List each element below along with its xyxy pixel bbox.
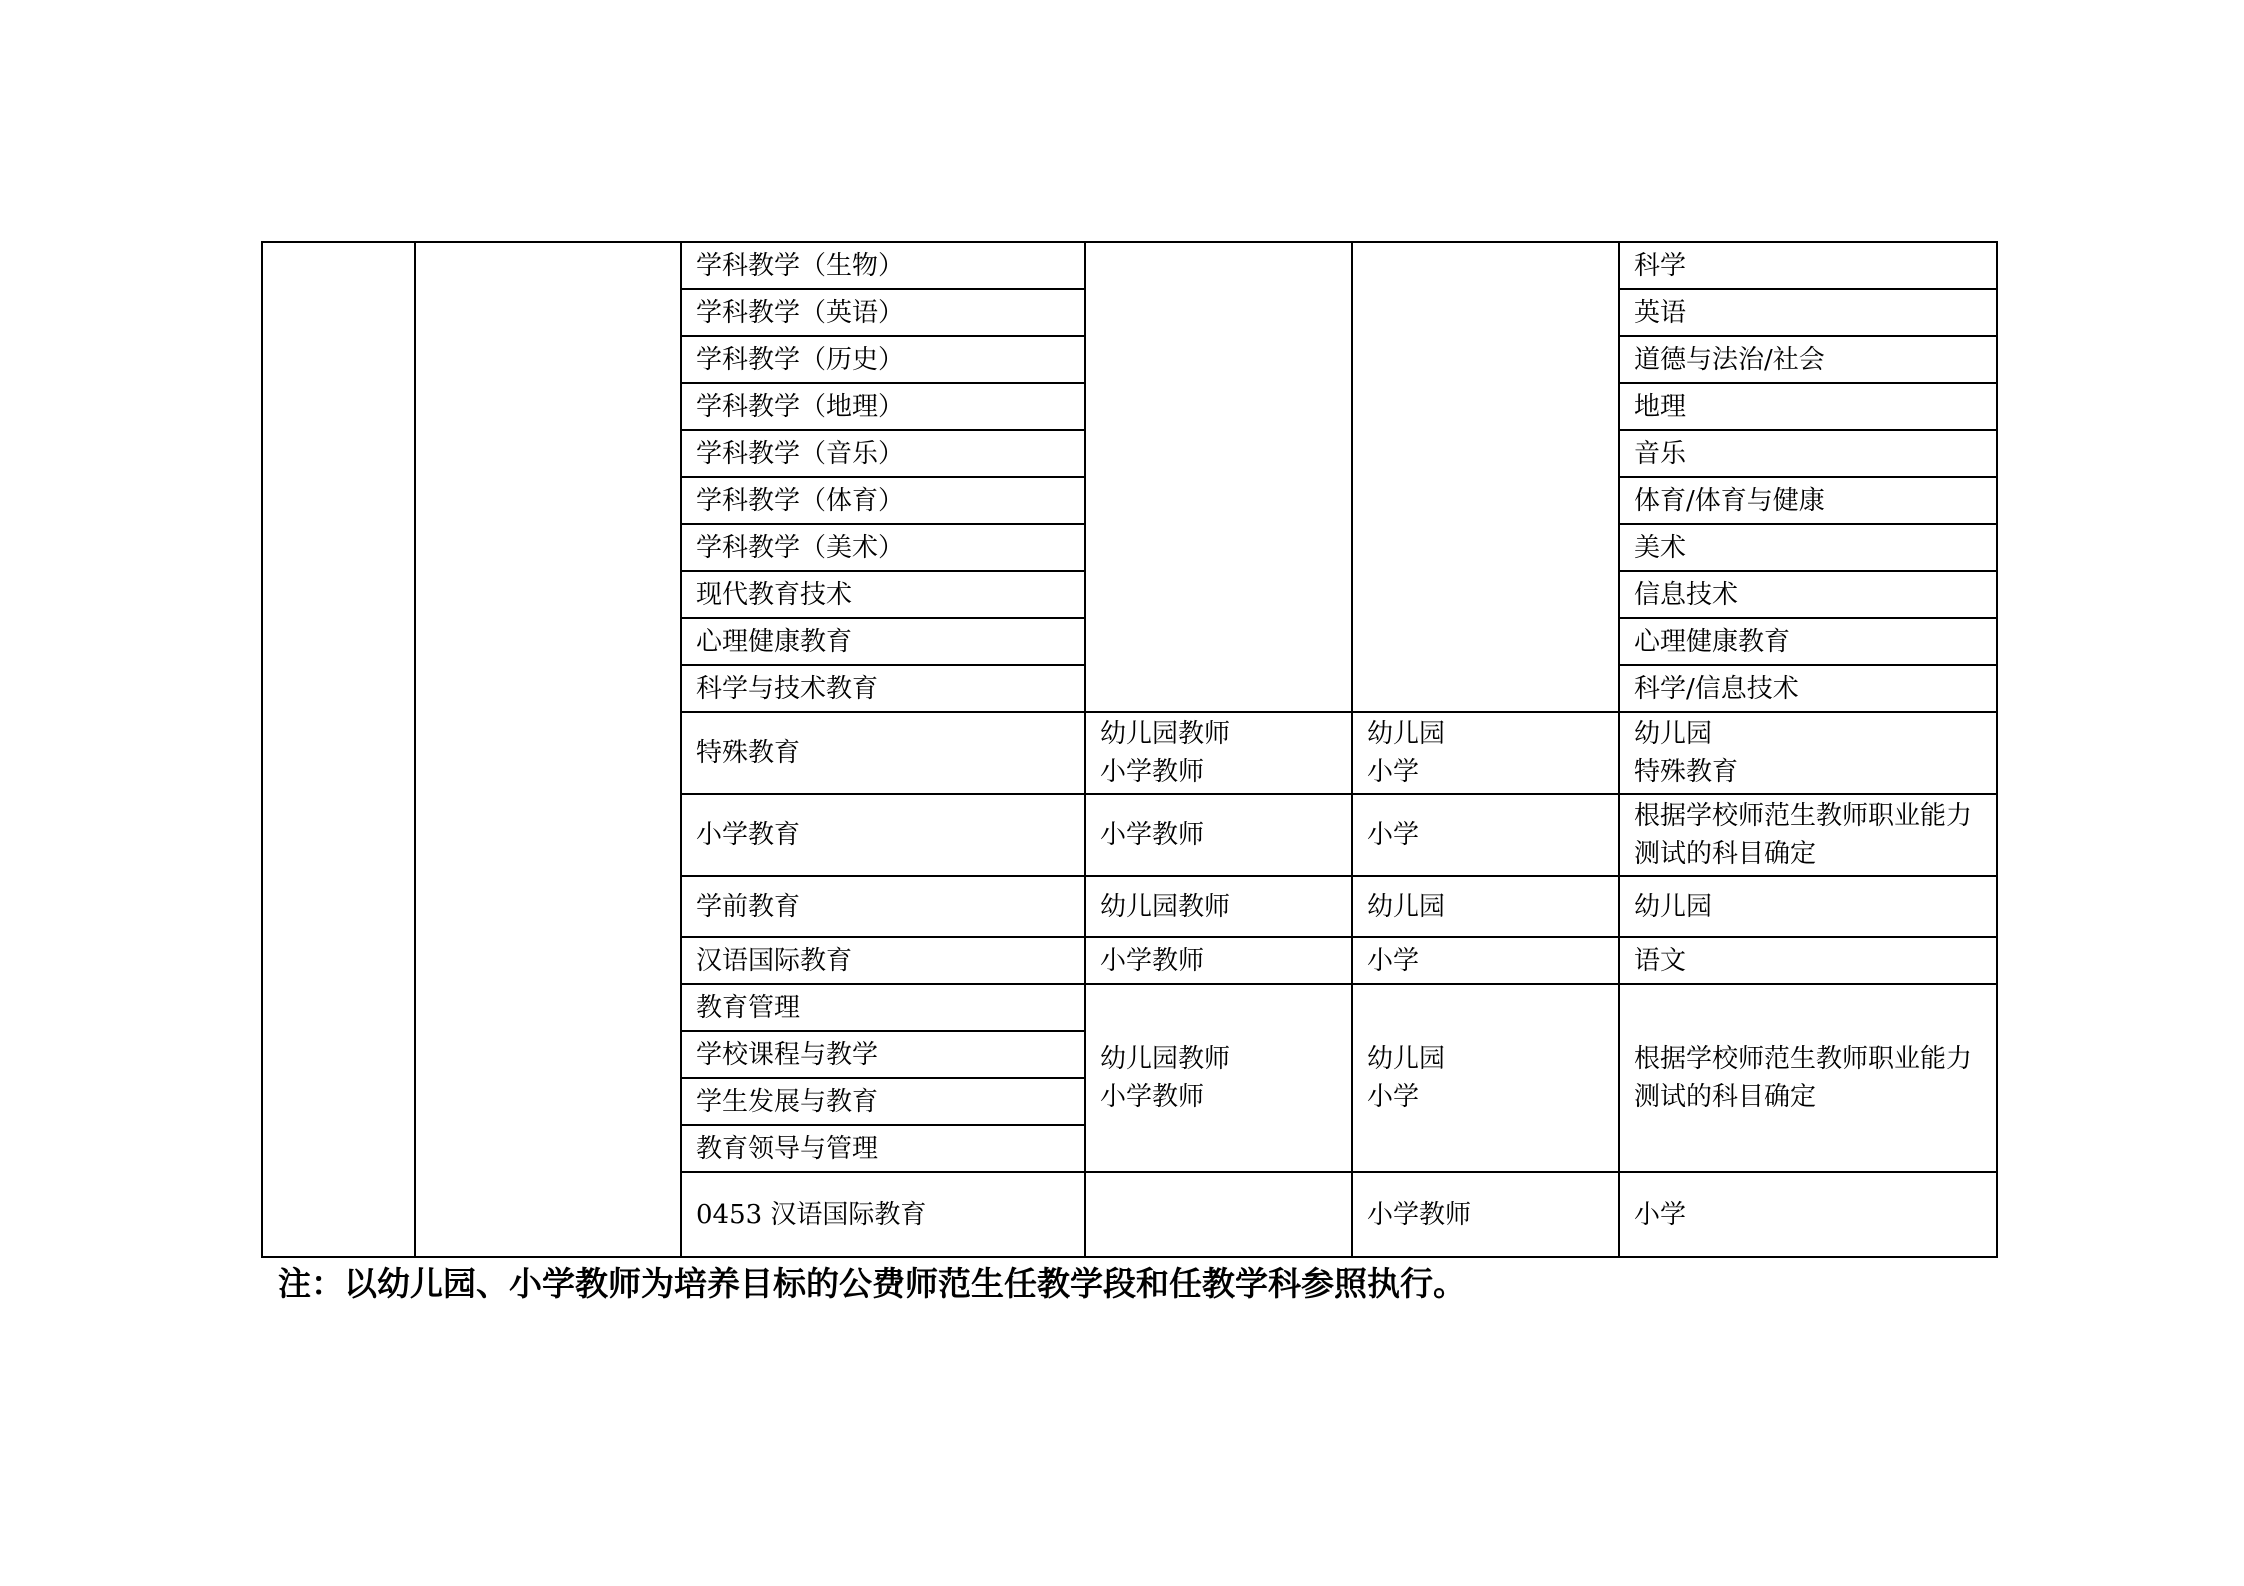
subject-cell: 音乐	[1619, 430, 1997, 477]
footnote: 注：以幼儿园、小学教师为培养目标的公费师范生任教学段和任教学科参照执行。	[278, 1264, 1466, 1303]
category-cell	[262, 242, 415, 1257]
subject-line: 测试的科目确定	[1634, 1082, 1817, 1112]
major-cell: 教育领导与管理	[681, 1125, 1085, 1172]
subject-line: 幼儿园	[1634, 719, 1713, 749]
subject-line: 特殊教育	[1634, 757, 1739, 787]
major-cell: 学科教学（音乐）	[681, 430, 1085, 477]
target-line: 幼儿园教师	[1100, 1044, 1231, 1074]
target-line: 小学教师	[1100, 1082, 1205, 1112]
major-cell: 特殊教育	[681, 712, 1085, 794]
stage-cell	[1352, 712, 1619, 794]
subject-cell: 道德与法治/社会	[1619, 336, 1997, 383]
subject-line: 测试的科目确定	[1634, 839, 1817, 869]
major-cell	[1085, 1172, 1352, 1257]
stage-cell: 幼儿园	[1352, 876, 1619, 937]
major-cell: 学科教学（生物）	[681, 242, 1085, 289]
stage-line: 小学	[1367, 757, 1420, 787]
target-cell: 小学教师	[1352, 1172, 1619, 1257]
major-cell: 学校课程与教学	[681, 1031, 1085, 1078]
subject-cell: 地理	[1619, 383, 1997, 430]
major-cell: 教育管理	[681, 984, 1085, 1031]
major-table	[261, 241, 1998, 1258]
discipline-code-cell: 0453 汉语国际教育	[681, 1172, 1085, 1257]
target-cell: 小学教师	[1085, 794, 1352, 876]
major-cell: 学科教学（历史）	[681, 336, 1085, 383]
target-cell: 小学教师	[1085, 937, 1352, 984]
major-cell: 学生发展与教育	[681, 1078, 1085, 1125]
stage-cell	[1352, 984, 1619, 1172]
subject-cell: 科学	[1619, 242, 1997, 289]
subject-cell: 英语	[1619, 289, 1997, 336]
major-cell: 科学与技术教育	[681, 665, 1085, 712]
subject-cell	[1619, 794, 1997, 876]
major-cell: 心理健康教育	[681, 618, 1085, 665]
stage-cell: 小学	[1352, 937, 1619, 984]
target-cell	[1085, 984, 1352, 1172]
major-cell: 学科教学（美术）	[681, 524, 1085, 571]
stage-line: 幼儿园	[1367, 1044, 1446, 1074]
stage-cell: 小学	[1352, 794, 1619, 876]
stage-line: 幼儿园	[1367, 719, 1446, 749]
stage-cell	[1352, 242, 1619, 712]
major-cell: 学科教学（地理）	[681, 383, 1085, 430]
subject-cell: 体育/体育与健康	[1619, 477, 1997, 524]
subject-cell	[1619, 984, 1997, 1172]
major-cell: 汉语国际教育	[681, 937, 1085, 984]
stage-cell: 小学	[1619, 1172, 1997, 1257]
subject-cell: 语文	[1619, 937, 1997, 984]
subject-line: 根据学校师范生教师职业能力	[1634, 801, 1973, 831]
discipline-cell	[415, 242, 681, 1257]
major-cell: 学科教学（体育）	[681, 477, 1085, 524]
target-line: 幼儿园教师	[1100, 719, 1231, 749]
stage-line: 小学	[1367, 1082, 1420, 1112]
subject-cell: 科学/信息技术	[1619, 665, 1997, 712]
target-line: 小学教师	[1100, 757, 1205, 787]
subject-cell: 心理健康教育	[1619, 618, 1997, 665]
major-cell: 学前教育	[681, 876, 1085, 937]
major-cell: 小学教育	[681, 794, 1085, 876]
target-cell	[1085, 242, 1352, 712]
target-cell	[1085, 712, 1352, 794]
subject-cell	[1619, 712, 1997, 794]
major-cell: 学科教学（英语）	[681, 289, 1085, 336]
subject-line: 根据学校师范生教师职业能力	[1634, 1044, 1973, 1074]
subject-cell: 美术	[1619, 524, 1997, 571]
subject-cell: 信息技术	[1619, 571, 1997, 618]
target-cell: 幼儿园教师	[1085, 876, 1352, 937]
subject-cell: 幼儿园	[1619, 876, 1997, 937]
major-cell: 现代教育技术	[681, 571, 1085, 618]
